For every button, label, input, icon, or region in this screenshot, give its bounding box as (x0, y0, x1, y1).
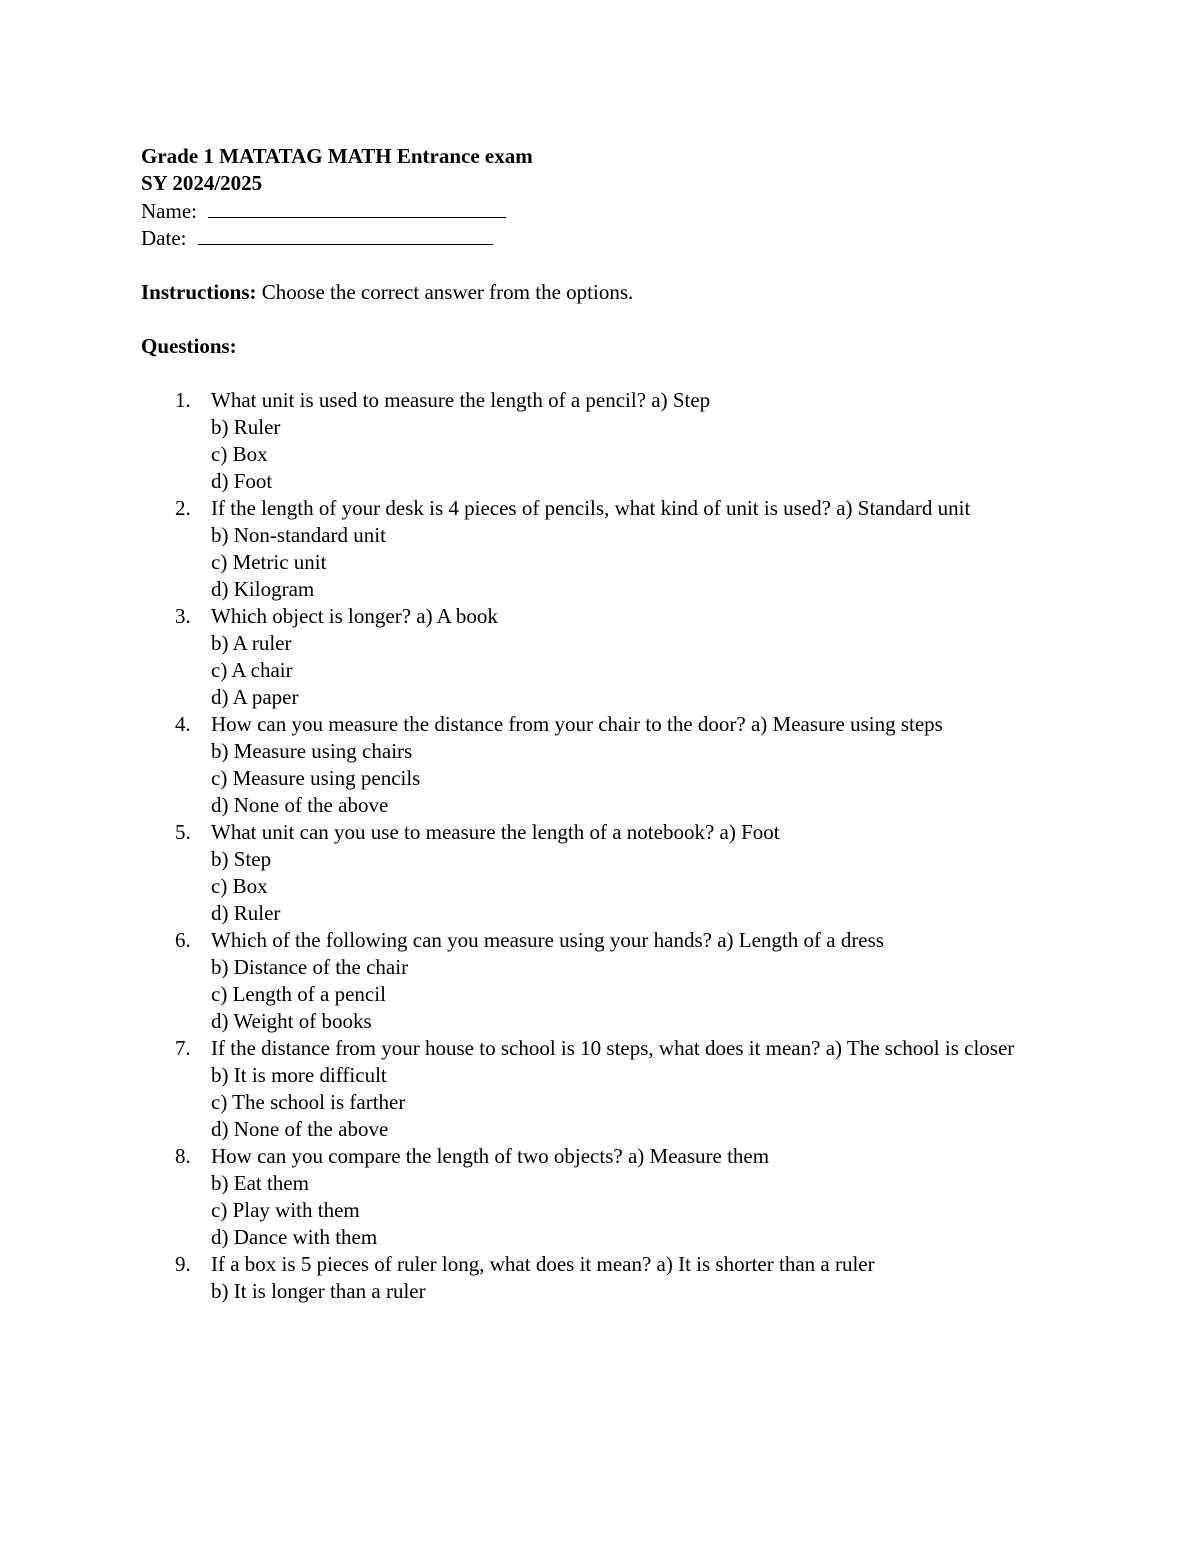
answer-option: c) Play with them (211, 1198, 360, 1222)
question-item (141, 1035, 1061, 1143)
question-text: If the distance from your house to school is 10 steps, what does it mean? a) The school is closer (211, 1036, 1015, 1060)
instructions (141, 279, 1061, 306)
question-text: What unit can you use to measure the length of a notebook? a) Foot (211, 820, 780, 844)
answer-option: c) Metric unit (211, 550, 327, 574)
question-item (141, 927, 1061, 1035)
question-number: 3. (175, 604, 191, 628)
answer-option: b) Step (211, 847, 272, 871)
question-item (141, 1251, 1061, 1305)
answer-option: d) Weight of books (211, 1009, 372, 1033)
answer-option: b) Non-standard unit (211, 523, 386, 547)
answer-option: c) Measure using pencils (211, 766, 421, 790)
question-item (141, 495, 1061, 603)
school-year: SY 2024/2025 (141, 171, 263, 195)
answer-option: c) Box (211, 442, 268, 466)
answer-option: d) None of the above (211, 1117, 389, 1141)
question-item (141, 819, 1061, 927)
exam-title: Grade 1 MATATAG MATH Entrance exam (141, 144, 533, 168)
question-number: 9. (175, 1252, 191, 1276)
answer-option: b) A ruler (211, 631, 292, 655)
question-item (141, 603, 1061, 711)
name-label: Name: (141, 199, 197, 223)
answer-option: b) Measure using chairs (211, 739, 413, 763)
question-item (141, 1143, 1061, 1251)
question-text: If the length of your desk is 4 pieces of pencils, what kind of unit is used? a) Standard unit (211, 496, 971, 520)
answer-option: d) Foot (211, 469, 273, 493)
answer-option: d) Kilogram (211, 577, 315, 601)
question-number: 2. (175, 496, 191, 520)
answer-option: d) A paper (211, 685, 299, 709)
answer-option: c) Length of a pencil (211, 982, 386, 1006)
question-number: 5. (175, 820, 191, 844)
question-text: What unit is used to measure the length of a pencil? a) Step (211, 388, 711, 412)
question-number: 1. (175, 388, 191, 412)
answer-option: c) A chair (211, 658, 293, 682)
name-field-row (141, 197, 1061, 224)
date-label: Date: (141, 226, 187, 250)
question-text: How can you measure the distance from your chair to the door? a) Measure using steps (211, 712, 943, 736)
answer-option: d) Dance with them (211, 1225, 378, 1249)
date-field-row (141, 224, 1061, 251)
question-text: Which of the following can you measure using your hands? a) Length of a dress (211, 928, 884, 952)
answer-option: b) Distance of the chair (211, 955, 409, 979)
answer-option: b) It is longer than a ruler (211, 1279, 426, 1303)
question-number: 8. (175, 1144, 191, 1168)
question-number: 7. (175, 1036, 191, 1060)
date-blank[interactable] (198, 224, 493, 245)
questions-heading: Questions: (141, 334, 237, 358)
exam-header (141, 143, 1061, 251)
question-item (141, 387, 1061, 495)
answer-option: d) None of the above (211, 793, 389, 817)
answer-option: d) Ruler (211, 901, 281, 925)
answer-option: b) It is more difficult (211, 1063, 387, 1087)
question-text: How can you compare the length of two objects? a) Measure them (211, 1144, 770, 1168)
name-blank[interactable] (208, 197, 506, 218)
answer-option: b) Ruler (211, 415, 281, 439)
instructions-label: Instructions: (141, 280, 257, 304)
question-number: 4. (175, 712, 191, 736)
question-item (141, 711, 1061, 819)
question-text: If a box is 5 pieces of ruler long, what does it mean? a) It is shorter than a ruler (211, 1252, 875, 1276)
answer-option: c) Box (211, 874, 268, 898)
instructions-text: Choose the correct answer from the options. (256, 280, 634, 304)
question-number: 6. (175, 928, 191, 952)
question-text: Which object is longer? a) A book (211, 604, 498, 628)
answer-option: c) The school is farther (211, 1090, 406, 1114)
answer-option: b) Eat them (211, 1171, 309, 1195)
question-list (141, 387, 1061, 1305)
